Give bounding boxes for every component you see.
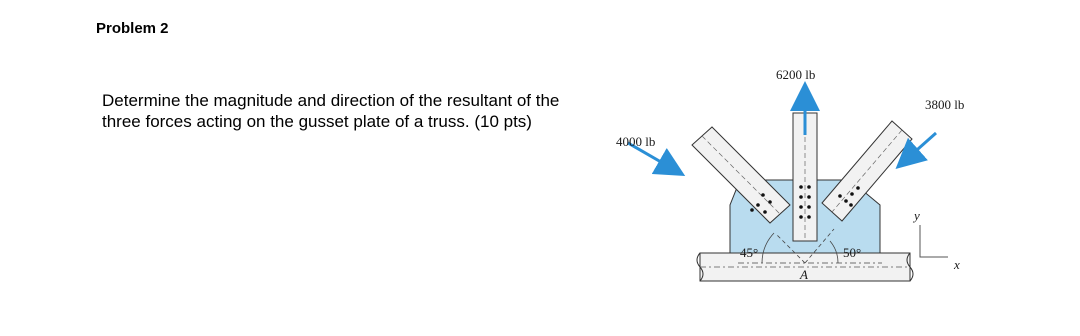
force-right-label: 3800 lb — [925, 97, 965, 112]
gusset-plate-figure — [600, 55, 1000, 295]
point-a-label: A — [800, 267, 808, 282]
problem-statement: Determine the magnitude and direction of the resultant of the three forces acting on the gusset plate of a truss. (10 pts) — [102, 91, 560, 131]
force-top-label: 6200 lb — [776, 67, 816, 82]
angle-left-label: 45° — [740, 245, 759, 260]
force-left-label: 4000 lb — [616, 134, 656, 149]
problem-title: Problem 2 — [96, 20, 169, 37]
angle-right-label: 50° — [843, 245, 862, 260]
axis-x-label: x — [954, 257, 960, 272]
axis-y-label: y — [914, 208, 920, 223]
coordinate-axes — [912, 208, 960, 272]
